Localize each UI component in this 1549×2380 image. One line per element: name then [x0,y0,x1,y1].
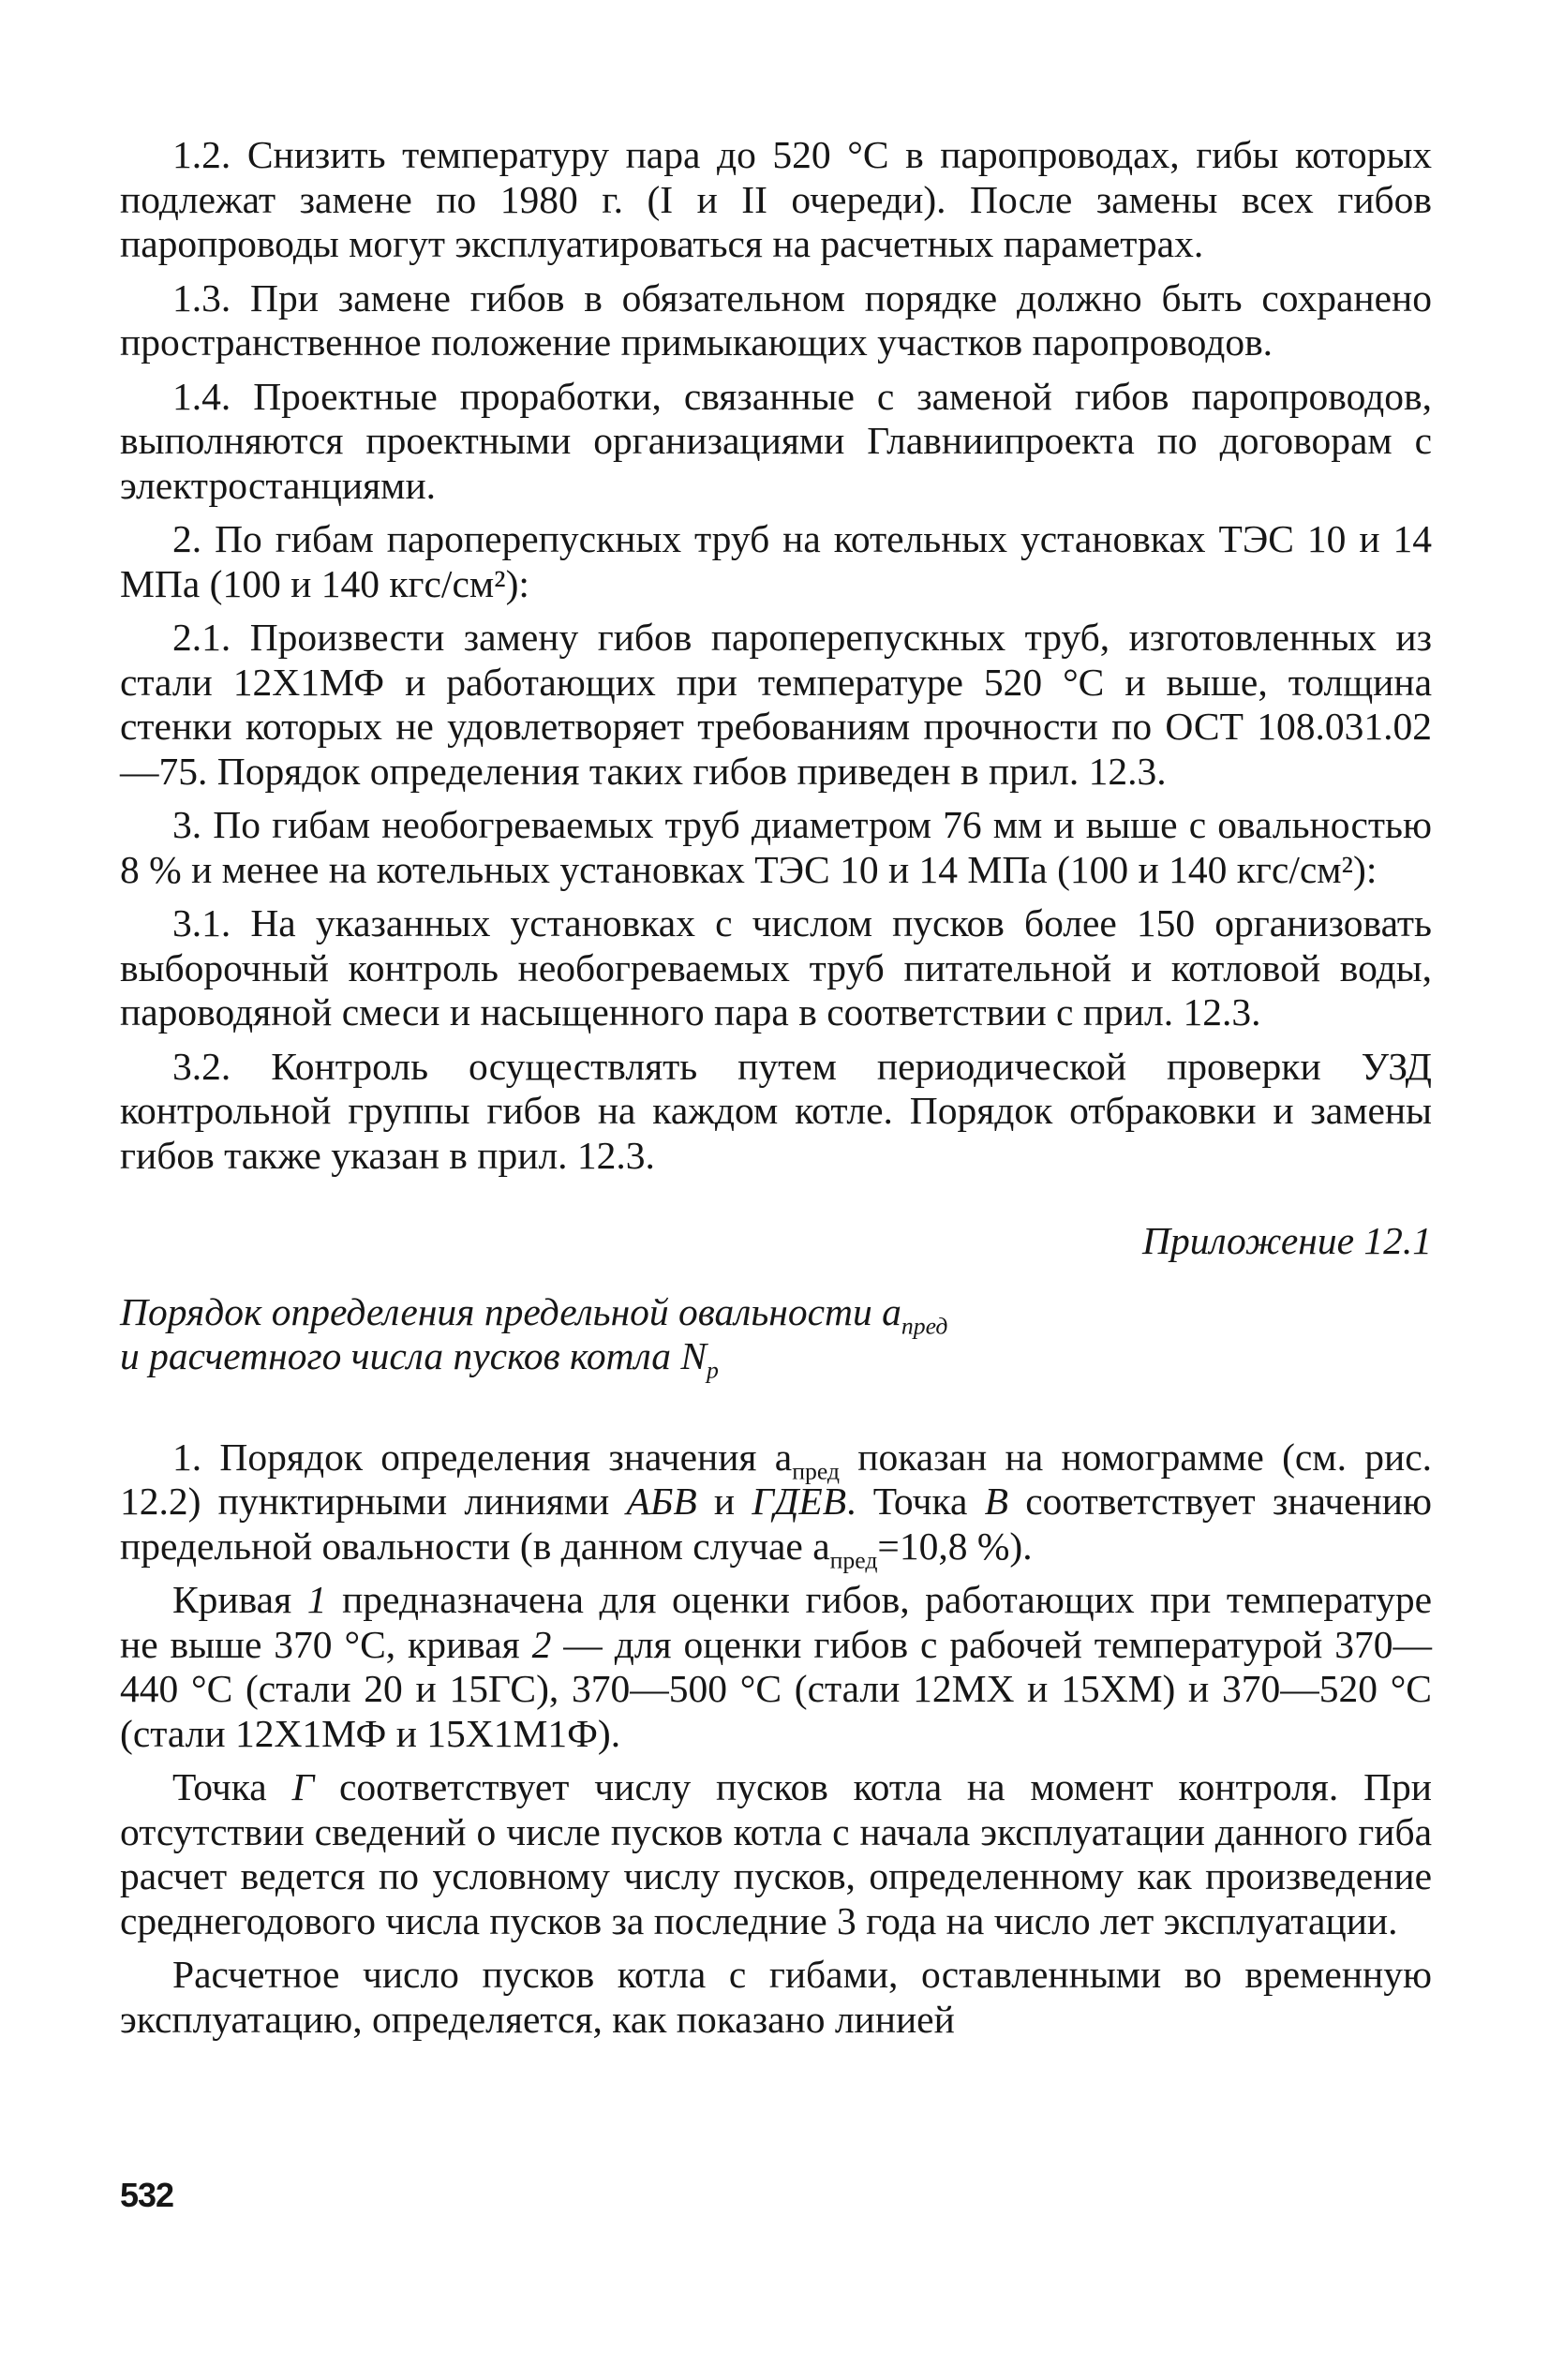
appendix-label: Приложение 12.1 [1141,1219,1432,1262]
paragraph-1-3: 1.3. При замене гибов в обязательном порядке должно быть сохранено пространственное положение примыкающих участков паропроводов. [120,275,1432,364]
appendix-title-line1: Порядок определения предельной овальности [120,1289,872,1333]
paragraph-1-4: 1.4. Проектные проработки, связанные с заменой гибов паропроводов, выполняются проектными организациями Главниипроекта по договорам с электростанциями. [120,374,1432,507]
paragraph-3-2: 3.2. Контроль осуществлять путем периодической проверки УЗД контрольной группы гибов на каждом котле. Порядок отбраковки и замены гибов также указан в прил. 12.3. [120,1044,1432,1177]
text-run: Кривая [172,1578,307,1621]
text-run: 1. Порядок определения значения [172,1435,775,1479]
curve-1-label: 1 [306,1578,327,1621]
paragraph-2-1: 2.1. Произвести замену гибов пароперепускных труб, изготовленных из стали 12Х1МФ и работающих при температуре 520 °С и выше, толщина стенки которых не удовлетворяет требованиям прочности по ОСТ 108.031.02—75. Порядок определения таких гибов приведен в прил. 12.3. [120,616,1432,793]
alpha-subscript: пред [901,1311,948,1339]
point-v: В [984,1480,1009,1523]
line-abv: АБВ [626,1480,697,1523]
page-number: 532 [120,2176,174,2214]
alpha-subscript: пред [792,1456,841,1484]
paragraph-3: 3. По гибам необогреваемых труб диаметром 76 мм и выше с овальностью 8 % и менее на котельных установках ТЭС 10 и 14 МПа (100 и 140 кгс/см²): [120,803,1432,891]
text-run: Точка [172,1765,292,1808]
text-run: соответствует значению предельной овальности (в данном случае [120,1480,1432,1568]
paragraph-b3 [120,1765,1432,1943]
appendix-title [120,1289,1432,1384]
n-symbol: N [680,1334,707,1377]
text-run: соответствует числу пусков котла на момент контроля. При отсутствии сведений о числе пусков котла с начала эксплуатации данного гиба расчет ведется по условному числу пусков, определенному как произведение среднегодового числа пусков за последние 3 года на число лет эксплуатации. [120,1765,1432,1942]
paragraph-1-2: 1.2. Снизить температуру пара до 520 °С в паропроводах, гибы которых подлежат замене по 1980 г. (I и II очереди). После замены всех гибов паропроводы могут эксплуатироваться на расчетных параметрах. [120,133,1432,265]
document-page [120,133,1432,2051]
text-run: предназначена для оценки гибов, работающих при температуре не выше 370 °С, кривая [120,1578,1432,1666]
alpha-subscript: пред [829,1545,878,1573]
n-subscript: р [707,1356,719,1384]
text-run: . Точка [846,1480,985,1523]
appendix-title-line2: и расчетного числа пусков котла [120,1334,671,1377]
alpha-symbol: a [882,1289,901,1333]
line-gdev: ГДЕВ [752,1480,847,1523]
alpha-symbol: a [774,1435,793,1479]
paragraph-2: 2. По гибам пароперепускных труб на котельных установках ТЭС 10 и 14 МПа (100 и 140 кгс/см²): [120,517,1432,605]
paragraph-b1 [120,1435,1432,1573]
alpha-symbol: a [812,1524,830,1568]
paragraph-b2 [120,1578,1432,1756]
text-run: показан на номограмме (см. рис. 12.2) пунктирными линиями [120,1435,1432,1523]
paragraph-b4: Расчетное число пусков котла с гибами, оставленными во временную эксплуатацию, определяется, как показано линией [120,1953,1432,2041]
text-run: и [696,1480,752,1523]
text-run: — для оценки гибов с рабочей температурой 370—440 °С (стали 20 и 15ГС), 370—500 °С (стали 12МХ и 15ХМ) и 370—520 °С (стали 12Х1МФ и 15Х1М1Ф). [120,1622,1432,1755]
text-run: =10,8 %). [877,1524,1033,1568]
curve-2-label: 2 [531,1622,552,1666]
point-g: Г [291,1765,315,1808]
paragraph-3-1: 3.1. На указанных установках с числом пусков более 150 организовать выборочный контроль необогреваемых труб питательной и котловой воды, пароводяной смеси и насыщенного пара в соответствии с прил. 12.3. [120,901,1432,1034]
